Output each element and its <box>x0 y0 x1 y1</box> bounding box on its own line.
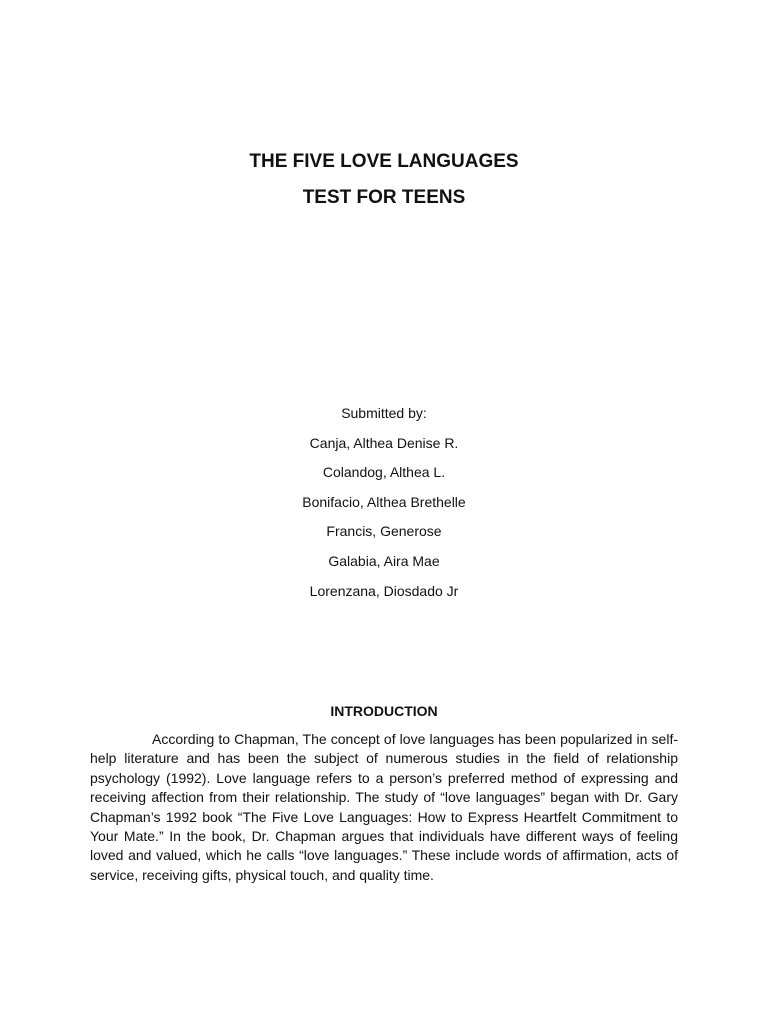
document-title: THE FIVE LOVE LANGUAGES <box>249 151 519 172</box>
introduction-heading: INTRODUCTION <box>330 703 438 719</box>
author-name: Lorenzana, Diosdado Jr <box>309 582 459 599</box>
introduction-paragraph: According to Chapman, The concept of love languages has been popularized in self-help literature and has been the subject of numerous studies in the field of relationship psychology (1992). Love language refers to a person’s preferred method of expressing and receiving affection from their relationship. The study of “love languages” began with Dr. Gary Chapman’s 1992 book “The Five Love Languages: How to Express Heartfelt Commitment to Your Mate.” In the book, Dr. Chapman argues that individuals have different ways of feeling loved and valued, which he calls “love languages.” These include words of affirmation, acts of service, receiving gifts, physical touch, and quality time. <box>90 731 678 883</box>
author-name: Francis, Generose <box>326 523 442 540</box>
author-name: Bonifacio, Althea Brethelle <box>302 493 466 510</box>
author-name: Galabia, Aira Mae <box>328 552 440 569</box>
author-name: Canja, Althea Denise R. <box>309 434 459 451</box>
title-block <box>0 151 768 209</box>
author-list <box>0 434 768 600</box>
submitted-by-label: Submitted by: <box>341 405 427 421</box>
submitted-by-section <box>0 404 768 611</box>
author-name: Colandog, Althea L. <box>322 464 446 481</box>
document-subtitle: TEST FOR TEENS <box>302 187 466 208</box>
